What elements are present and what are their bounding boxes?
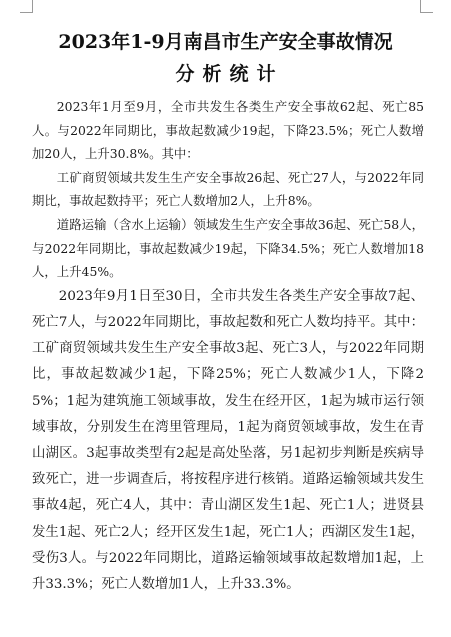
paragraph-industrial: 工矿商贸领域共发生生产安全事故26起、死亡27人，与2022年同期比，事故起数持平；死亡人数增加2人，上升8%。: [32, 169, 424, 209]
document-title: 2023年1-9月南昌市生产安全事故情况: [58, 31, 393, 53]
document-body: [32, 95, 424, 598]
document-subtitle: 分析统计: [175, 63, 284, 85]
crop-mark-top-left: [20, 0, 33, 13]
paragraph-summary: 2023年1月至9月，全市共发生各类生产安全事故62起、死亡85人。与2022年同期比，事故起数减少19起，下降23.5%；死亡人数增加20人，上升30.8%。其中：: [32, 99, 424, 162]
crop-mark-top-right: [420, 0, 433, 13]
paragraph-road-transport: 道路运输（含水上运输）领域发生生产安全事故36起、死亡58人，与2022年同期比，事故起数减少19起，下降34.5%；死亡人数增加18人，上升45%。: [32, 216, 424, 280]
paragraph-september: 2023年9月1日至30日，全市共发生各类生产安全事故7起、死亡7人，与2022年同期比，事故起数和死亡人数均持平。其中：工矿商贸领域共发生生产安全事故3起、死亡3人，与2022年同期比，事故起数减少1起，下降25%；死亡人数减少1人，下降25%；1起为建筑施工领域事故，发生在经开区，1起为城市运行领域事故，分别发生在湾里管理局，1起为商贸领域事故，发生在青山湖区。3起事故类型有2起是高处坠落，另1起初步判断是疾病导致死亡，进一步调查后，将按程序进行核销。道路运输领域共发生事故4起，死亡4人，其中：青山湖区发生1起、死亡1人；进贤县发生1起、死亡2人；经开区发生1起，死亡1人；西湖区发生1起，受伤3人。与2022年同期比，道路运输领域事故起数增加1起，上升33.3%；死亡人数增加1人，上升33.3%。: [32, 288, 424, 592]
